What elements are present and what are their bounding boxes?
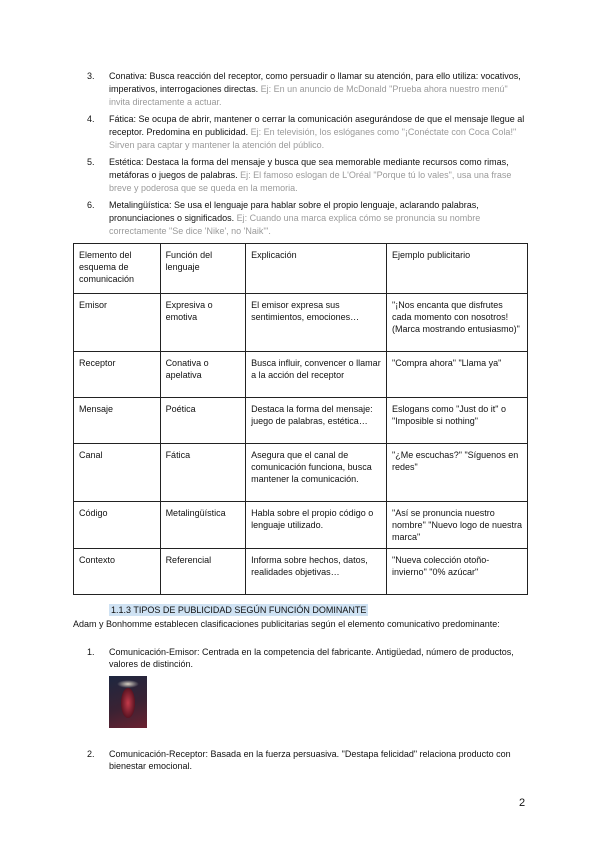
- function-example: Ej: En un anuncio de McDonald "Prueba ahora nuestro menú" invita directamente a actuar.: [109, 84, 508, 107]
- table-cell: Destaca la forma del mensaje: juego de palabras, estética…: [246, 398, 387, 444]
- table-cell: Referencial: [160, 549, 246, 595]
- table-row: [74, 352, 528, 398]
- table-cell: "¡Nos encanta que disfrutes cada momento con nosotros! (Marca mostrando entusiasmo)": [387, 294, 528, 352]
- type-text: Comunicación-Receptor: Basada en la fuerza persuasiva. "Destapa felicidad" relaciona producto con bienestar emocional.: [109, 749, 511, 771]
- table-cell: Metalingüística: [160, 502, 246, 549]
- poster-light: [117, 680, 139, 688]
- table-row: [74, 549, 528, 595]
- function-text: Estética: Destaca la forma del mensaje y busca que sea memorable mediante recursos como rimas, metáforas o juegos de palabras.: [109, 157, 509, 180]
- table-cell: Contexto: [74, 549, 161, 595]
- table-cell: Eslogans como "Just do it" o "Imposible si nothing": [387, 398, 528, 444]
- type-text: Comunicación-Emisor: Centrada en la competencia del fabricante. Antigüedad, número de productos, valores de distinción.: [109, 647, 514, 669]
- list-number: 4.: [87, 114, 95, 124]
- table-row: [74, 398, 528, 444]
- table-cell: Mensaje: [74, 398, 161, 444]
- table-row: [74, 294, 528, 352]
- function-text: Conativa: Busca reacción del receptor, como persuadir o llamar su atención, para ello utiliza: vocativos, imperativos, interrogaciones directas.: [109, 71, 521, 94]
- list-item: [87, 70, 531, 109]
- function-example: Ej: El famoso eslogan de L'Oréal "Porque tú lo vales", usa una frase breve y poderosa que se queda en la memoria.: [109, 170, 512, 193]
- table-header-cell: Función del lenguaje: [160, 244, 246, 294]
- table-header-cell: Ejemplo publicitario: [387, 244, 528, 294]
- types-list: [86, 646, 531, 772]
- table-cell: Canal: [74, 444, 161, 502]
- function-example: Ej: En televisión, los eslóganes como "¡Conéctate con Coca Cola!" Sirven para captar y mantener la atención del público.: [109, 127, 517, 150]
- function-text: Metalingüística: Se usa el lenguaje para hablar sobre el propio lenguaje, aclarando palabras, pronunciaciones o significados.: [109, 200, 479, 223]
- function-text: Fática: Se ocupa de abrir, mantener o cerrar la comunicación asegurándose de que el mensaje llegue al receptor. Predomina en publicidad.: [109, 114, 525, 137]
- list-number: 2.: [87, 749, 95, 759]
- table-row: [74, 502, 528, 549]
- table-cell: "Compra ahora" "Llama ya": [387, 352, 528, 398]
- ad-poster-image: [109, 676, 147, 728]
- table-cell: Fática: [160, 444, 246, 502]
- table-cell: Informa sobre hechos, datos, realidades objetivas…: [246, 549, 387, 595]
- table-cell: Receptor: [74, 352, 161, 398]
- functions-list: [86, 70, 531, 242]
- list-number: 6.: [87, 200, 95, 210]
- table-cell: Habla sobre el propio código o lenguaje utilizado.: [246, 502, 387, 549]
- list-item: [87, 646, 531, 748]
- table-cell: "Nueva colección otoño-invierno" "0% azúcar": [387, 549, 528, 595]
- list-item: [87, 113, 531, 152]
- table-cell: "¿Me escuchas?" "Síguenos en redes": [387, 444, 528, 502]
- poster-figure: [121, 688, 135, 718]
- function-example: Ej: Cuando una marca explica cómo se pronuncia su nombre correctamente "Se dice 'Nike', no 'Naik'".: [109, 213, 481, 236]
- list-number: 5.: [87, 157, 95, 167]
- table-row: [74, 444, 528, 502]
- intro-paragraph: Adam y Bonhomme establecen clasificaciones publicitarias según el elemento comunicativo predominante:: [73, 619, 500, 629]
- table-cell: "Así se pronuncia nuestro nombre" "Nuevo logo de nuestra marca": [387, 502, 528, 549]
- list-item: [87, 748, 531, 772]
- page-number: 2: [519, 797, 526, 809]
- table-cell: Conativa o apelativa: [160, 352, 246, 398]
- table-cell: Asegura que el canal de comunicación funciona, busca mantener la comunicación.: [246, 444, 387, 502]
- table-cell: Busca influir, convencer o llamar a la acción del receptor: [246, 352, 387, 398]
- list-number: 3.: [87, 71, 95, 81]
- list-item: [87, 156, 531, 195]
- table-header-cell: Explicación: [246, 244, 387, 294]
- section-heading: 1.1.3 TIPOS DE PUBLICIDAD SEGÚN FUNCIÓN DOMINANTE: [111, 605, 367, 615]
- table-cell: Código: [74, 502, 161, 549]
- table-cell: Poética: [160, 398, 246, 444]
- list-item: [87, 199, 531, 238]
- functions-table: [73, 243, 528, 595]
- table-header-row: [74, 244, 528, 294]
- table-header-cell: Elemento del esquema de comunicación: [74, 244, 161, 294]
- table-cell: Expresiva o emotiva: [160, 294, 246, 352]
- table-cell: Emisor: [74, 294, 161, 352]
- list-number: 1.: [87, 647, 95, 657]
- table-cell: El emisor expresa sus sentimientos, emociones…: [246, 294, 387, 352]
